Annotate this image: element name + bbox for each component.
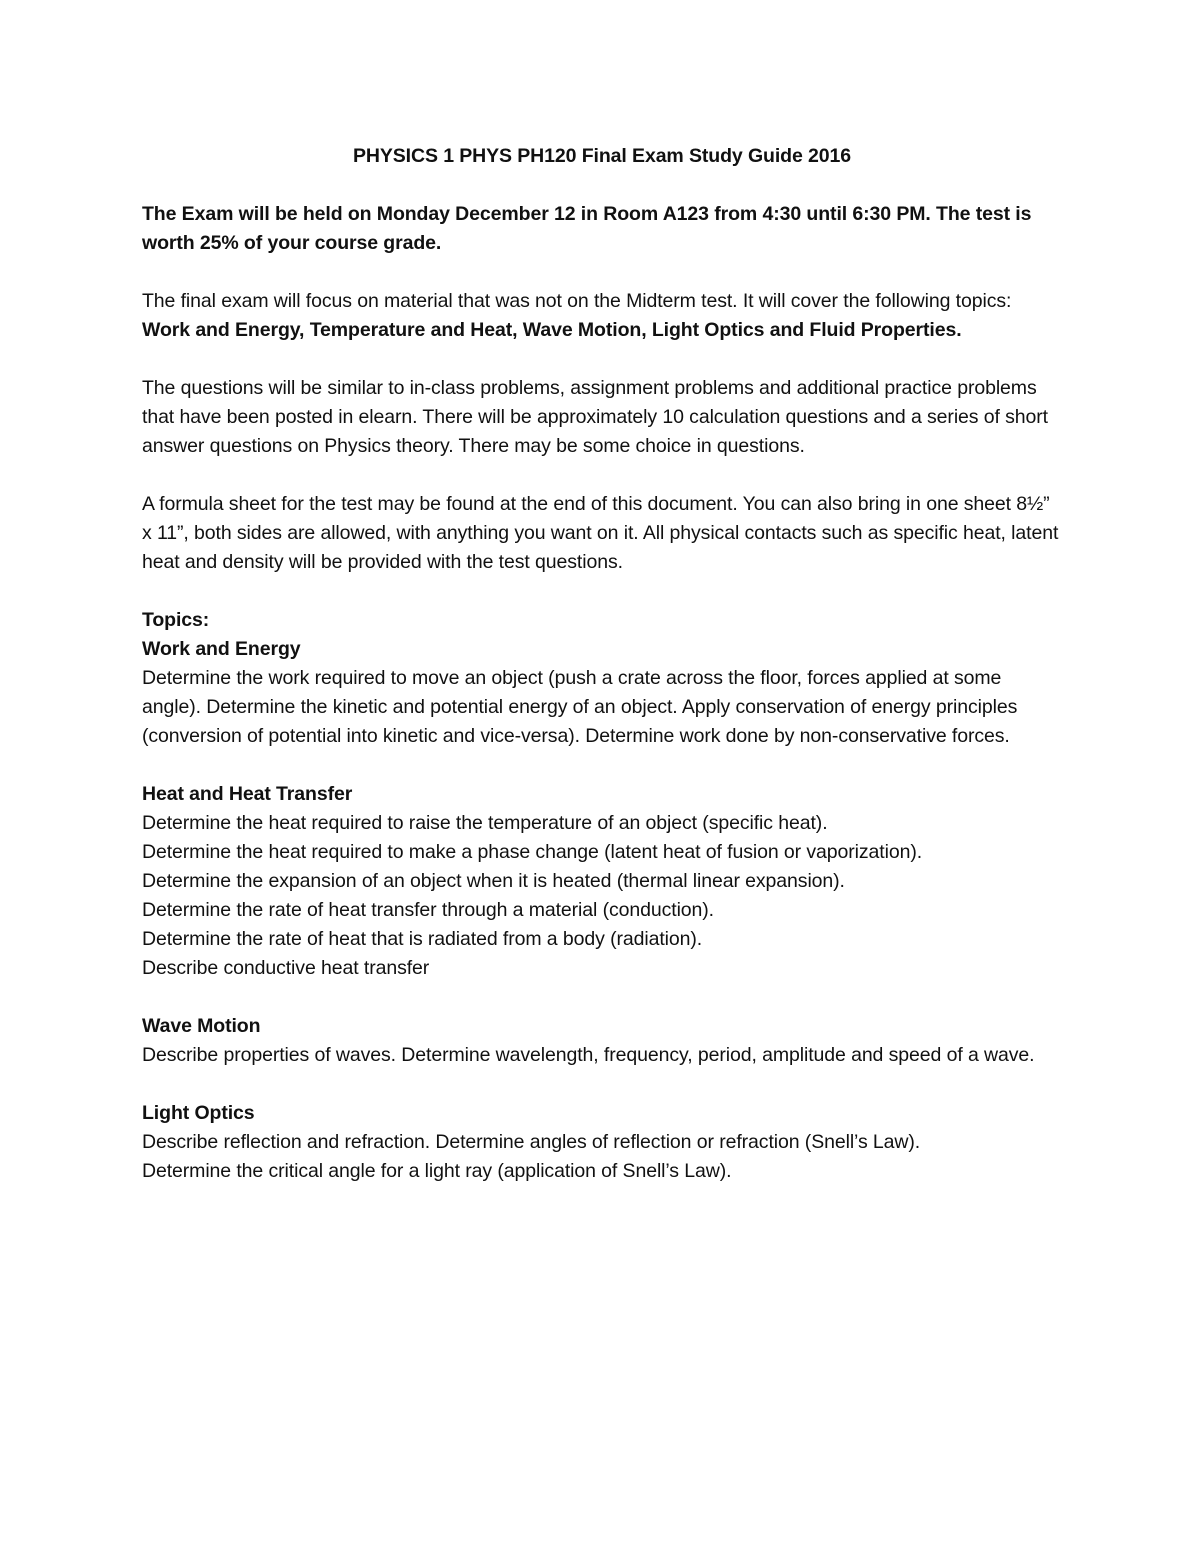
formula-paragraph: A formula sheet for the test may be found at the end of this document. You can also bring in one sheet 8½” x 11”, both sides are allowed, with anything you want on it. All physical contacts such as specific heat, latent heat and density will be provided with the test questions.: [142, 493, 1059, 573]
section-text-work-energy: Determine the work required to move an object (push a crate across the floor, forces applied at some angle). Determine the kinetic and potential energy of an object. Apply conservation of energy principles (conversion of potential into kinetic and vice-versa). Determine work done by non-conservative forces.: [142, 667, 1018, 747]
section-text-wave-motion: Describe properties of waves. Determine wavelength, frequency, period, amplitude and speed of a wave.: [142, 1044, 1035, 1066]
section-heading-heat-transfer: Heat and Heat Transfer: [142, 783, 353, 805]
heat-line: Determine the heat required to make a phase change (latent heat of fusion or vaporization).: [142, 841, 923, 863]
document-content: [142, 142, 1062, 1215]
focus-paragraph: [142, 287, 1062, 345]
section-heading-light-optics: Light Optics: [142, 1102, 255, 1124]
exam-info-paragraph: The Exam will be held on Monday December 12 in Room A123 from 4:30 until 6:30 PM. The test is worth 25% of your course grade.: [142, 203, 1032, 254]
heat-line: Describe conductive heat transfer: [142, 957, 430, 979]
heat-line: Determine the rate of heat that is radiated from a body (radiation).: [142, 928, 703, 950]
heat-line: Determine the rate of heat transfer through a material (conduction).: [142, 899, 715, 921]
heat-line: Determine the heat required to raise the temperature of an object (specific heat).: [142, 812, 828, 834]
section-work-energy: [142, 635, 1062, 751]
section-wave-motion: [142, 1012, 1062, 1070]
focus-intro-text: The final exam will focus on material that was not on the Midterm test. It will cover the following topics:: [142, 290, 1012, 312]
section-heading-wave-motion: Wave Motion: [142, 1015, 261, 1037]
topics-label: Topics:: [142, 609, 210, 631]
optics-line: Determine the critical angle for a light ray (application of Snell’s Law).: [142, 1160, 732, 1182]
section-light-optics: [142, 1099, 1062, 1186]
section-heading-work-energy: Work and Energy: [142, 638, 301, 660]
optics-line: Describe reflection and refraction. Determine angles of reflection or refraction (Snell’s Law).: [142, 1131, 921, 1153]
heat-line: Determine the expansion of an object when it is heated (thermal linear expansion).: [142, 870, 845, 892]
section-heat-transfer: [142, 780, 1062, 983]
document-title: PHYSICS 1 PHYS PH120 Final Exam Study Guide 2016: [352, 145, 852, 167]
focus-topics-text: Work and Energy, Temperature and Heat, Wave Motion, Light Optics and Fluid Properties.: [142, 319, 962, 341]
questions-paragraph: The questions will be similar to in-class problems, assignment problems and additional practice problems that have been posted in elearn. There will be approximately 10 calculation questions and a series of short answer questions on Physics theory. There may be some choice in questions.: [142, 377, 1049, 457]
